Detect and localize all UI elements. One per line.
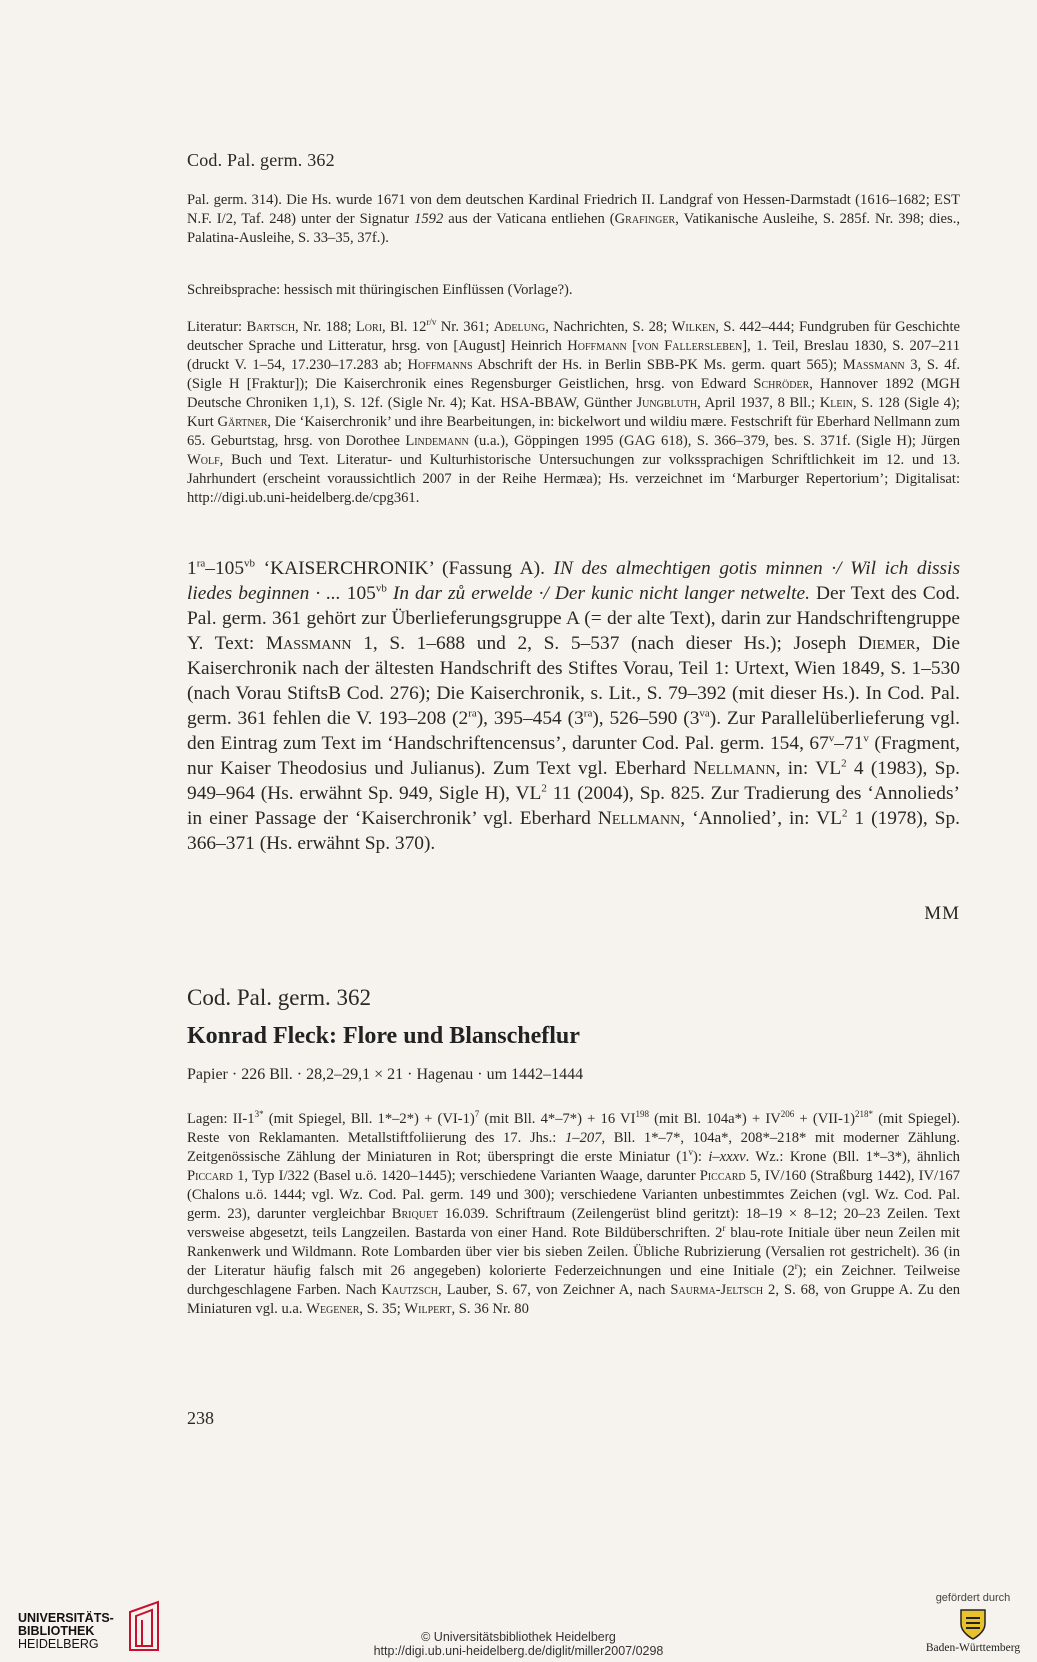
schreibsprache-line: Schreibsprache: hessisch mit thüringischen Einflüssen (Vorlage?). — [187, 282, 573, 298]
entry-title: Konrad Fleck: Flore und Blanscheflur — [187, 1023, 580, 1049]
copyright-block — [0, 1630, 1037, 1658]
permalink-url[interactable]: http://digi.ub.uni-heidelberg.de/diglit/miller2007/0298 — [373, 1644, 664, 1658]
author-signature: MM — [924, 903, 960, 924]
coat-of-arms-icon — [956, 1606, 990, 1642]
page-number: 238 — [187, 1408, 214, 1428]
sponsor-block — [923, 1592, 1023, 1654]
footer — [0, 1588, 1037, 1662]
intro-paragraph: Pal. germ. 314). Die Hs. wurde 1671 von dem deutschen Kardinal Friedrich II. Landgraf von Hessen-Darmstadt (1616–1682; EST N.F. I/2, Taf. 248) unter der Signatur 1592 aus der Vaticana entliehen (Grafinger, Vatikanische Ausleihe, S. 285f. Nr. 398; dies., Palatina-Ausleihe, S. 33–35, 37f.). — [187, 192, 960, 246]
sponsor-label: gefördert durch — [935, 1592, 1011, 1604]
entry-meta: Papier · 226 Bll. · 28,2–29,1 × 21 · Hagenau · um 1442–1444 — [187, 1066, 584, 1083]
sponsor-name: Baden-Württemberg — [925, 1642, 1021, 1654]
running-head: Cod. Pal. germ. 362 — [187, 150, 335, 170]
lagen-paragraph: Lagen: $II-1^{3*}$ (mit Spiegel, Bll. $1*-2*) + (VI-1)^7$ (mit Bll. 4*–7*) + 16 VI$^{198}$ (mit Bl. $104a*) + IV^{206} + (VII-1)^{218*}$ (mit Spiegel). Reste von Reklamanten. Metallstiftfoliierung des 17. Jhs.: 1–207, Bll. 1*–7*, 104a*, 208*–218* mit moderner Zählung. Zeitgenössische Zählung der Miniaturen in Rot; überspringt die erste Miniatur (1$^v$): i–xxxv. Wz.: Krone (Bll. 1*–3*), ähnlich Piccard 1, Typ I/322 (Basel u.ö. 1420–1445); verschiedene Varianten Waage, darunter Piccard 5, IV/160 (Straßburg 1442), IV/167 (Chalons u.ö. 1444; vgl. Wz. Cod. Pal. germ. 149 und 300); verschiedene Varianten unbestimmtes Zeichen (vgl. Wz. Cod. Pal. germ. 23), darunter vergleichbar Briquet 16.039. Schriftraum (Zeilengerüst blind geritzt): 18–19 × 8–12; 20–23 Zeilen. Text versweise abgesetzt, teils Langzeilen. Bastarda von einer Hand. Rote Bildüberschriften. 2$^r$ blau-rote Initiale über neun Zeilen mit Rankenwerk und Wildmann. Rote Lombarden über vier bis sieben Zeilen. Übliche Rubrizierung (Versalien rot gestrichelt). 36 (in der Literatur häufig falsch mit 26 angegeben) kolorierte Federzeichnungen und eine Initiale (2$^r$); ein Zeichner. Teilweise durchgeschlagene Farben. Nach Kautzsch, Lauber, S. 67, von Zeichner A, nach Saurma-Jeltsch 2, S. 68, von Gruppe A. Zu den Miniaturen vgl. u.a. Wegener, S. 35; Wilpert, S. 36 Nr. 80 — [187, 1109, 960, 1317]
entry-code: Cod. Pal. germ. 362 — [187, 985, 371, 1010]
kaiserchronik-paragraph: $1^{ra}-105^{vb}$ ‘KAISERCHRONIK’ (Fassung A). IN des almechtigen gotis minnen ·/ Wil ich dissis liedes beginnen · ... $105^{vb}$ In dar zů erwelde ·/ Der kunic nicht langer netwelte. Der Text des Cod. Pal. germ. 361 gehört zur Überlieferungsgruppe A (= der alte Text), darin zur Handschriftengruppe Y. Text: Massmann 1, S. 1–688 und 2, S. 5–537 (nach dieser Hs.); Joseph Diemer, Die Kaiserchronik nach der ältesten Handschrift des Stiftes Vorau, Teil 1: Urtext, Wien 1849, S. 1–530 (nach Vorau StiftsB Cod. 276); Die Kaiserchronik, s. Lit., S. 79–392 (mit dieser Hs.). In Cod. Pal. germ. 361 fehlen die V. 193–208 $(2^{ra})$, 395–454 $(3^{ra})$, 526–590 $(3^{va})$. Zur Parallelüberlieferung vgl. den Eintrag zum Text im ‘Handschriftencensus’, darunter Cod. Pal. germ. 154, 67$^v$–71$^v$ (Fragment, nur Kaiser Theodosius und Julianus). Zum Text vgl. Eberhard Nellmann, in: $VL^2$ 4 (1983), Sp. 949–964 (Hs. erwähnt Sp. 949, Sigle H), $VL^2$ 11 (2004), Sp. 825. Zur Tradierung des ‘Annolieds’ in einer Passage der ‘Kaiserchronik’ vgl. Eberhard Nellmann, ‘Annolied’, in: $VL^2$ 1 (1978), Sp. 366–371 (Hs. erwähnt Sp. 370). — [187, 557, 960, 854]
literatur-paragraph: Literatur: Bartsch, Nr. 188; Lori, Bl. $12^{r/v}$ Nr. 361; Adelung, Nachrichten, S. 28; Wilken, S. 442–444; Fundgruben für Geschichte deutscher Sprache und Litteratur, hrsg. von [August] Heinrich Hoffmann [von Fallersleben], 1. Teil, Breslau 1830, S. 207–211 (druckt V. 1–54, 17.230–17.283 ab; Hoffmanns Abschrift der Hs. in Berlin SBB-PK Ms. germ. quart 565); Massmann 3, S. 4f. (Sigle H [Fraktur]); Die Kaiserchronik eines Regensburger Geistlichen, hrsg. von Edward Schröder, Hannover 1892 (MGH Deutsche Chroniken 1,1), S. 12f. (Sigle Nr. 4); Kat. HSA-BBAW, Günther Jungbluth, April 1937, 8 Bll.; Klein, S. 128 (Sigle 4); Kurt Gärtner, Die ‘Kaiserchronik’ und ihre Bearbeitungen, in: bickelwort und wildiu mære. Festschrift für Eberhard Nellmann zum 65. Geburtstag, hrsg. von Dorothee Lindemann (u.a.), Göppingen 1995 (GAG 618), S. 366–379, bes. S. 371f. (Sigle H); Jürgen Wolf, Buch und Text. Literatur- und Kulturhistorische Untersuchungen zur volkssprachigen Schriftlichkeit im 12. und 13. Jahrhundert (erscheint voraussichtlich 2007 in der Reihe Hermæa); Hs. verzeichnet im ‘Marburger Repertorium’; Digitalisat: http://digi.ub.uni-heidelberg.de/cpg361. — [187, 317, 961, 506]
library-name: UNIVERSITÄTS- BIBLIOTHEK HEIDELBERG — [18, 1611, 114, 1651]
copyright-text: © Universitätsbibliothek Heidelberg — [421, 1630, 616, 1644]
